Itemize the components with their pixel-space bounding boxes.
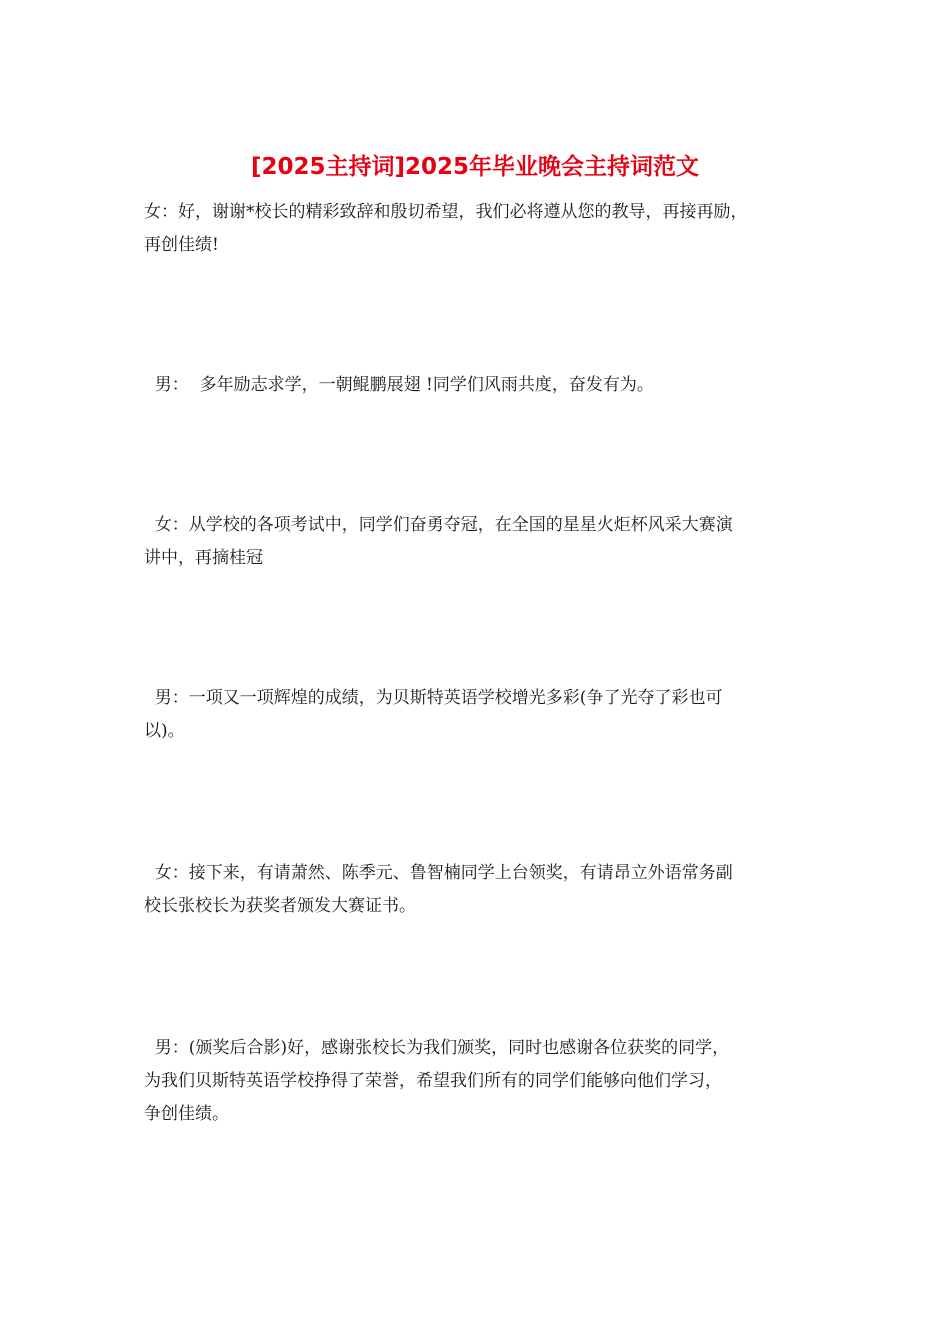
paragraph-1 bbox=[144, 196, 824, 262]
paragraph-line: 为我们贝斯特英语学校挣得了荣誉，希望我们所有的同学们能够向他们学习， bbox=[144, 1071, 722, 1091]
paragraph-line: 女：从学校的各项考试中，同学们奋勇夺冠，在全国的星星火炬杯风采大赛演 bbox=[144, 515, 733, 535]
paragraph-line: 争创佳绩。 bbox=[144, 1104, 229, 1124]
document-title: [2025主持词]2025年毕业晚会主持词范文 bbox=[250, 154, 700, 180]
paragraph-5 bbox=[144, 857, 824, 923]
paragraph-line: 男： 多年励志求学，一朝鲲鹏展翅 !同学们风雨共度，奋发有为。 bbox=[144, 375, 654, 395]
paragraph-3 bbox=[144, 509, 824, 575]
paragraph-line: 以)。 bbox=[144, 721, 185, 741]
paragraph-6 bbox=[144, 1032, 824, 1131]
paragraph-4 bbox=[144, 682, 824, 748]
paragraph-line: 女：接下来，有请萧然、陈季元、鲁智楠同学上台领奖，有请昂立外语常务副 bbox=[144, 863, 733, 883]
paragraph-line: 讲中，再摘桂冠 bbox=[144, 548, 263, 568]
paragraph-line: 男：(颁奖后合影)好，感谢张校长为我们颁奖，同时也感谢各位获奖的同学， bbox=[144, 1038, 730, 1058]
paragraph-line: 男：一项又一项辉煌的成绩，为贝斯特英语学校增光多彩(争了光夺了彩也可 bbox=[144, 688, 723, 708]
paragraph-line: 校长张校长为获奖者颁发大赛证书。 bbox=[144, 896, 416, 916]
paragraph-line: 女：好，谢谢*校长的精彩致辞和殷切希望，我们必将遵从您的教导，再接再励， bbox=[144, 202, 748, 222]
paragraph-2 bbox=[144, 369, 824, 402]
paragraph-line: 再创佳绩! bbox=[144, 235, 219, 255]
